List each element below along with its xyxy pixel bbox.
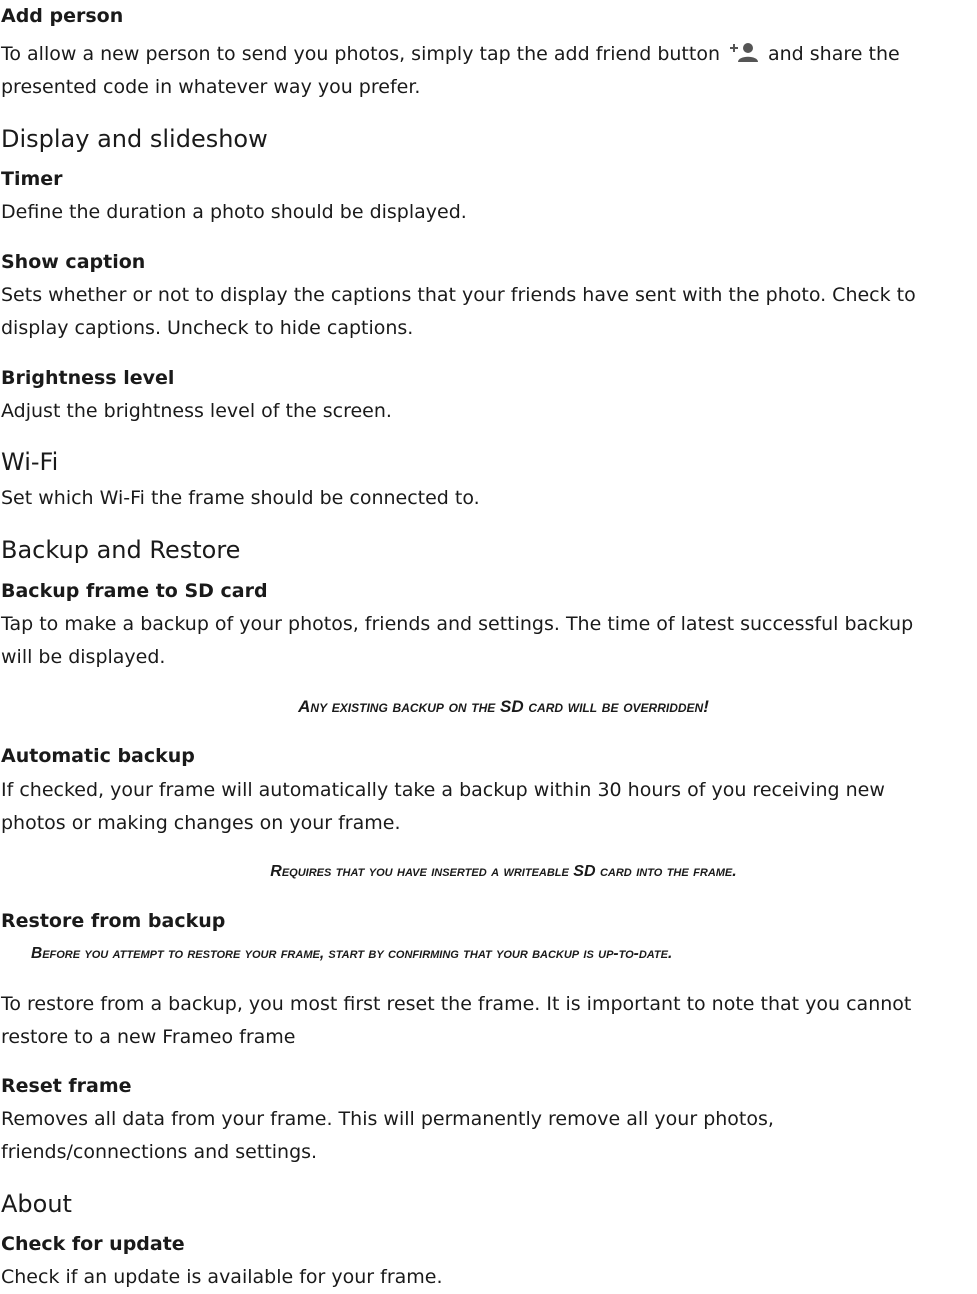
- backup-sd-warning: Any existing backup on the SD card will be overridden!: [298, 697, 709, 716]
- restore-line2: restore to a new Frameo frame: [1, 1026, 296, 1048]
- display-section-title: Display and slideshow: [1, 125, 268, 153]
- add-person-line1: To allow a new person to send you photos, simply tap the add friend button and share the: [1, 43, 900, 65]
- timer-text: Define the duration a photo should be displayed.: [1, 201, 467, 223]
- show-caption-line1: Sets whether or not to display the captions that your friends have sent with the photo. Check to: [1, 284, 916, 306]
- backup-sd-line2: will be displayed.: [1, 646, 166, 668]
- automatic-backup-heading: Automatic backup: [1, 745, 195, 767]
- brightness-text: Adjust the brightness level of the screen.: [1, 400, 392, 422]
- add-person-text: [1, 38, 976, 104]
- show-caption-heading: Show caption: [1, 251, 146, 273]
- about-section-title: About: [1, 1190, 72, 1218]
- reset-frame-line1: Removes all data from your frame. This will permanently remove all your photos,: [1, 1108, 774, 1130]
- check-update-text: Check if an update is available for your frame.: [1, 1266, 443, 1288]
- backup-sd-heading: Backup frame to SD card: [1, 580, 268, 602]
- automatic-backup-note: Requires that you have inserted a writeable SD card into the frame.: [270, 863, 737, 880]
- restore-line1: To restore from a backup, you most first reset the frame. It is important to note that you cannot: [1, 993, 912, 1015]
- person-add-icon: [730, 41, 760, 63]
- wifi-section-title: Wi-Fi: [1, 448, 59, 476]
- add-person-line2: presented code in whatever way you prefer.: [1, 76, 421, 98]
- add-person-heading: Add person: [1, 5, 124, 27]
- reset-frame-heading: Reset frame: [1, 1075, 132, 1097]
- brightness-heading: Brightness level: [1, 367, 175, 389]
- restore-warning: Before you attempt to restore your frame, start by confirming that your backup is up-to-date.: [31, 945, 673, 962]
- reset-frame-line2: friends/connections and settings.: [1, 1141, 318, 1163]
- timer-heading: Timer: [1, 168, 63, 190]
- show-caption-line2: display captions. Uncheck to hide captions.: [1, 317, 414, 339]
- backup-section-title: Backup and Restore: [1, 536, 241, 564]
- automatic-backup-line1: If checked, your frame will automatically take a backup within 30 hours of you receiving new: [1, 779, 885, 801]
- check-update-heading: Check for update: [1, 1233, 185, 1255]
- wifi-text: Set which Wi-Fi the frame should be connected to.: [1, 487, 480, 509]
- backup-sd-line1: Tap to make a backup of your photos, friends and settings. The time of latest successful backup: [1, 613, 914, 635]
- restore-heading: Restore from backup: [1, 910, 226, 932]
- automatic-backup-line2: photos or making changes on your frame.: [1, 812, 401, 834]
